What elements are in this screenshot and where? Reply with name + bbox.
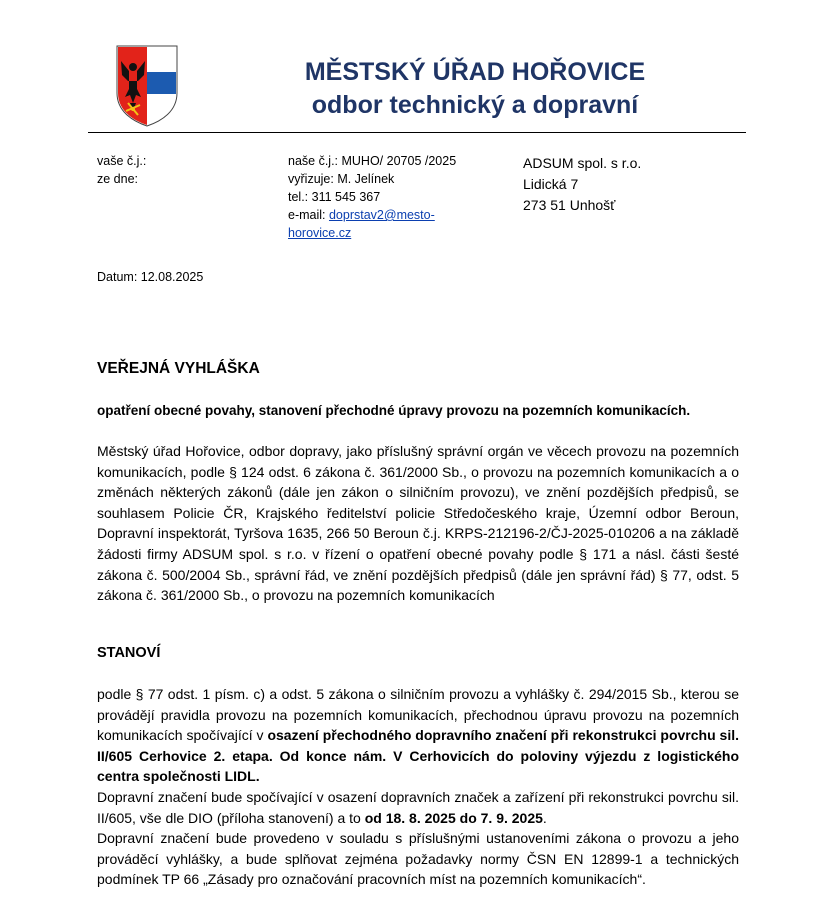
- decision-text: [97, 684, 739, 890]
- email-link-cont[interactable]: horovice.cz: [288, 226, 352, 240]
- stanovi-heading: STANOVÍ: [97, 645, 161, 661]
- department-title: odbor technický a dopravní: [311, 91, 639, 119]
- decision-paragraph: [97, 684, 739, 787]
- crest-icon: [116, 45, 178, 127]
- date-ref-label: ze dne:: [97, 172, 139, 186]
- recipient-city: 273 51 Unhošť: [523, 197, 616, 213]
- header-divider: [88, 132, 746, 133]
- signage-dates: od 18. 8. 2025 do 7. 9. 2025: [364, 809, 543, 826]
- signage-paragraph: [97, 787, 739, 828]
- city-crest-logo: [116, 45, 178, 127]
- intro-paragraph: Městský úřad Hořovice, odbor dopravy, jako příslušný správní orgán ve věcech provozu na pozemních komunikacích, podle § 124 odst. 6 zákona č. 361/2000 Sb., o provozu na pozemních komunikacích a o změnách některých zákonů (dále jen zákon o silničním provozu), ve znění pozdějších předpisů, se souhlasem Policie ČR, Krajského ředitelství policie Středočeského kraje, Územní odbor Beroun, Dopravní inspektorát, Tyršova 1635, 266 50 Beroun č.j. KRPS-212196-2/ČJ-2025-010206 a na základě žádosti firmy ADSUM spol. s r.o. v řízení o opatření obecné povahy podle § 171 a násl. části šesté zákona č. 500/2004 Sb., správní řád, ve znění pozdějších předpisů (dále jen správní řád) § 77, odst. 5 zákona č. 361/2000 Sb., o provozu na pozemních komunikacích: [97, 443, 739, 604]
- our-ref: naše č.j.: MUHO/ 20705 /2025: [288, 154, 457, 168]
- recipient-street: Lidická 7: [523, 176, 579, 192]
- email-line: [288, 207, 435, 225]
- document-subtitle: opatření obecné povahy, stanovení přechodné úpravy provozu na pozemních komunikacích.: [97, 403, 691, 418]
- signage-text-a: Dopravní značení bude spočívající v osazení dopravních značek a zařízení při rekonstrukci povrchu sil. II/605, vše dle DIO (příloha stanovení) a to: [97, 788, 739, 826]
- decision-text-a: podle § 77 odst. 1 písm. c) a odst. 5 zákona o silničním provozu a vyhlášky č. 294/2015 Sb., kterou se provádějí pravidla provozu na pozemních komunikacích, přechodnou úpravu provozu na pozemních komunikacích spočívající v: [97, 686, 739, 744]
- decision-text-bold: osazení přechodného dopravního značení při rekonstrukci povrchu sil. II/605 Cerhovice 2. etapa. Od konce nám. V Cerhovicích do poloviny výjezdu z logistického centra společnosti LIDL.: [97, 727, 739, 785]
- document-title: VEŘEJNÁ VYHLÁŠKA: [97, 360, 260, 377]
- your-ref-label: vaše č.j.:: [97, 154, 147, 168]
- compliance-paragraph: Dopravní značení bude provedeno v souladu s příslušnými ustanoveními zákona o provozu a jeho prováděcí vyhlášky, a bude splňovat zejména požadavky normy ČSN EN 12899-1 a technických podmínek TP 66 „Zásady pro označování pracovních míst na pozemních komunikacích“.: [97, 830, 739, 888]
- phone: tel.: 311 545 367: [288, 190, 381, 204]
- recipient-name: ADSUM spol. s r.o.: [523, 155, 642, 171]
- office-title: MĚSTSKÝ ÚŘAD HOŘOVICE: [304, 58, 646, 86]
- email-line-2: [288, 225, 351, 243]
- handled-by: vyřizuje: M. Jelínek: [288, 172, 395, 186]
- email-label: e-mail:: [288, 208, 329, 222]
- document-date: Datum: 12.08.2025: [97, 270, 204, 284]
- signage-text-b: .: [542, 809, 547, 826]
- email-link[interactable]: doprstav2@mesto-: [328, 208, 435, 222]
